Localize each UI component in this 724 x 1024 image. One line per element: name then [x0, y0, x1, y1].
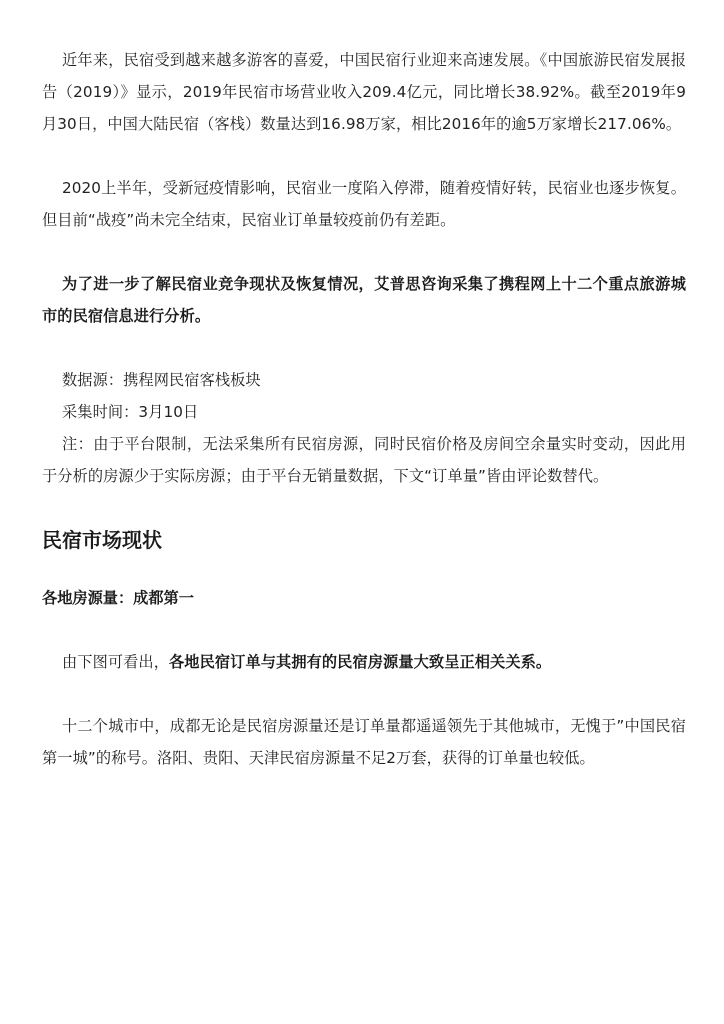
- correlation-paragraph: [42, 646, 686, 678]
- covid-paragraph: 2020上半年，受新冠疫情影响，民宿业一度陷入停滞，随着疫情好转，民宿业也逐步恢复。但目前“战疫”尚未完全结束，民宿业订单量较疫前仍有差距。: [42, 179, 686, 229]
- purpose-paragraph: 为了进一步了解民宿业竞争现状及恢复情况，艾普思咨询采集了携程网上十二个重点旅游城市的民宿信息进行分析。: [42, 275, 686, 325]
- subsection-title: 各地房源量：成都第一: [42, 589, 194, 607]
- section-title: 民宿市场现状: [42, 528, 162, 552]
- collection-time-line: 采集时间：3月10日: [62, 403, 199, 421]
- data-source-line: 数据源：携程网民宿客栈板块: [62, 371, 261, 389]
- chengdu-paragraph: 十二个城市中，成都无论是民宿房源量还是订单量都遥遥领先于其他城市，无愧于”中国民宿第一城”的称号。洛阳、贵阳、天津民宿房源量不足2万套，获得的订单量也较低。: [42, 717, 686, 767]
- data-source-block: [42, 364, 686, 492]
- correlation-prefix: 由下图可看出，: [62, 653, 170, 671]
- article-body: [42, 44, 686, 774]
- correlation-bold: 各地民宿订单与其拥有的民宿房源量大致呈正相关关系。: [169, 653, 552, 671]
- intro-paragraph: 近年来，民宿受到越来越多游客的喜爱，中国民宿行业迎来高速发展。《中国旅游民宿发展报告（2019）》显示，2019年民宿市场营业收入209.4亿元，同比增长38.92%。截至2019年9月30日，中国大陆民宿（客栈）数量达到16.98万家，相比2016年的逾5万家增长217.06%。: [42, 51, 686, 133]
- note-line: 注：由于平台限制，无法采集所有民宿房源，同时民宿价格及房间空余量实时变动，因此用于分析的房源少于实际房源；由于平台无销量数据，下文“订单量”皆由评论数替代。: [42, 435, 686, 485]
